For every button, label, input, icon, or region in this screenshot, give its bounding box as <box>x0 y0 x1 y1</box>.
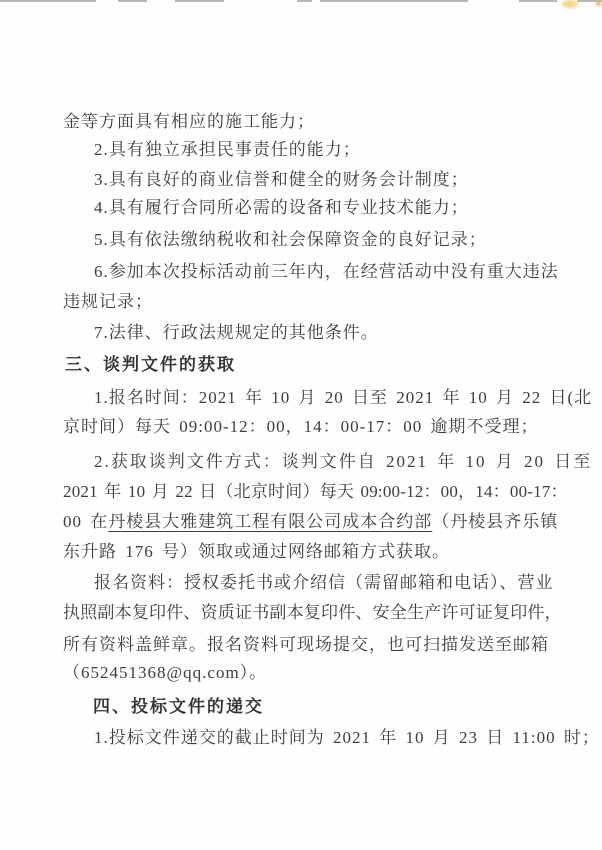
scan-artifact-yellow-spot <box>562 0 578 8</box>
scan-artifact-orange-dot <box>596 1 601 6</box>
doc-line: 执照副本复印件、资质证书副本复印件、安全生产许可证复印件， <box>63 603 562 622</box>
email-line: （652451368@qq.com）。 <box>63 663 268 682</box>
section-heading-4: 四、投标文件的递交 <box>93 697 264 716</box>
doc-line: 1.报名时间：2021 年 10 月 20 日至 2021 年 10 月 22 日(北 <box>94 388 593 407</box>
doc-line: 违规记录； <box>63 292 153 311</box>
scan-artifact-dash <box>320 0 468 2</box>
doc-line: 4.具有履行合同所必需的设备和专业技术能力； <box>94 198 469 217</box>
scan-artifact-dash <box>297 0 312 2</box>
doc-line <box>63 512 558 532</box>
scan-artifact-dash <box>118 0 147 2</box>
doc-line: 东升路 176 号）领取或通过网络邮箱方式获取。 <box>63 542 450 561</box>
scan-artifact-dash <box>0 0 96 2</box>
doc-line: 2.获取谈判文件方式：谈判文件自 2021 年 10 月 20 日至 <box>94 452 593 471</box>
doc-line: 1.投标文件递交的截止时间为 2021 年 10 月 23 日 11:00 时； <box>94 728 600 747</box>
line-suffix: （丹棱县齐乐镇 <box>432 512 559 531</box>
doc-line: 2021 年 10 月 22 日（北京时间）每天 09:00-12：00，14：00-17： <box>63 482 568 501</box>
doc-line: 所有资料盖鲜章。报名资料可现场提交，也可扫描发送至邮箱 <box>63 635 549 654</box>
doc-line: 报名资料：授权委托书或介绍信（需留邮箱和电话）、营业 <box>94 573 554 592</box>
doc-line: 京时间）每天 09:00-12：00，14：00-17：00 逾期不受理； <box>63 417 539 436</box>
doc-line: 5.具有依法缴纳税收和社会保障资金的良好记录； <box>94 230 487 249</box>
doc-line: 7.法律、行政法规规定的其他条件。 <box>94 323 379 342</box>
line-prefix: 00 在 <box>63 512 109 531</box>
scan-artifact-dash <box>175 0 224 2</box>
section-heading-3: 三、谈判文件的获取 <box>65 355 236 374</box>
doc-line: 3.具有良好的商业信誉和健全的财务会计制度； <box>94 170 469 189</box>
doc-line: 金等方面具有相应的施工能力； <box>63 112 315 131</box>
doc-line: 6.参加本次投标活动前三年内，在经营活动中没有重大违法 <box>94 262 559 281</box>
scan-artifact-dash <box>519 0 557 2</box>
doc-line: 2.具有独立承担民事责任的能力； <box>94 140 361 159</box>
company-name-underlined: 丹棱县大雅建筑工程有限公司成本合约部 <box>108 512 433 531</box>
